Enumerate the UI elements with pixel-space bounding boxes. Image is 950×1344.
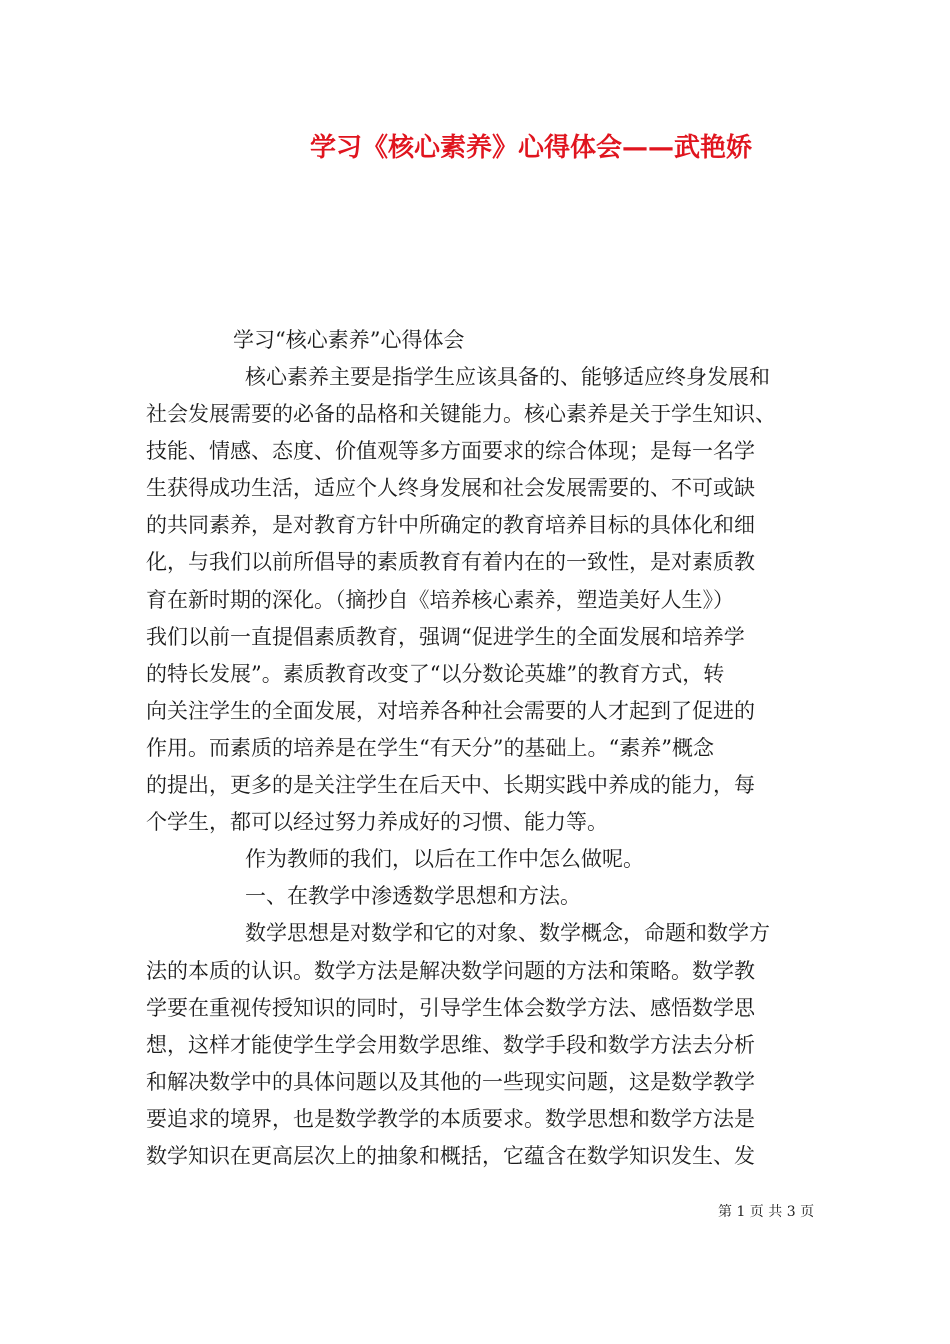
body-line: 要追求的境界，也是数学教学的本质要求。数学思想和数学方法是 [146,1106,755,1131]
body-line: 化，与我们以前所倡导的素质教育有着内在的一致性，是对素质教 [146,550,755,575]
body-line: 作用。而素质的培养是在学生“有天分”的基础上。“素养”概念 [146,735,714,760]
body-line: 的提出，更多的是关注学生在后天中、长期实践中养成的能力，每 [146,773,755,798]
body-line: 的特长发展”。素质教育改变了“以分数论英雄”的教育方式，转 [146,661,725,686]
document-body [146,359,811,1175]
body-line: 技能、情感、态度、价值观等多方面要求的综合体现；是每一名学 [146,439,755,464]
body-line: 社会发展需要的必备的品格和关键能力。核心素养是关于学生知识、 [146,402,776,427]
body-line: 和解决数学中的具体问题以及其他的一些现实问题，这是数学教学 [146,1069,755,1094]
body-line: 核心素养主要是指学生应该具备的、能够适应终身发展和 [245,365,770,389]
body-line: 育在新时期的深化。（摘抄自《培养核心素养，塑造美好人生》） [146,587,734,612]
body-line: 的共同素养，是对教育方针中所确定的教育培养目标的具体化和细 [146,513,755,538]
body-line: 生获得成功生活，适应个人终身发展和社会发展需要的、不可或缺 [146,476,755,501]
page-number-footer: 第 1 页 共 3 页 [718,1204,815,1220]
body-line: 向关注学生的全面发展，对培养各种社会需要的人才起到了促进的 [146,698,755,723]
body-line: 想，这样才能使学生学会用数学思维、数学手段和数学方法去分析 [146,1032,755,1057]
document-subtitle: 学习“核心素养”心得体会 [233,328,465,352]
body-line: 一、在教学中渗透数学思想和方法。 [245,884,581,909]
body-line: 作为教师的我们，以后在工作中怎么做呢。 [245,847,644,872]
body-line: 数学知识在更高层次上的抽象和概括，它蕴含在数学知识发生、发 [146,1143,755,1168]
body-line: 法的本质的认识。数学方法是解决数学问题的方法和策略。数学教 [146,958,755,983]
document-title: 学习《核心素养》心得体会——武艳娇 [309,133,752,163]
body-line: 我们以前一直提倡素质教育，强调“促进学生的全面发展和培养学 [146,624,745,649]
body-line: 个学生，都可以经过努力养成好的习惯、能力等。 [146,810,608,835]
body-line: 学要在重视传授知识的同时，引导学生体会数学方法、感悟数学思 [146,995,755,1020]
body-line: 数学思想是对数学和它的对象、数学概念，命题和数学方 [245,921,770,946]
